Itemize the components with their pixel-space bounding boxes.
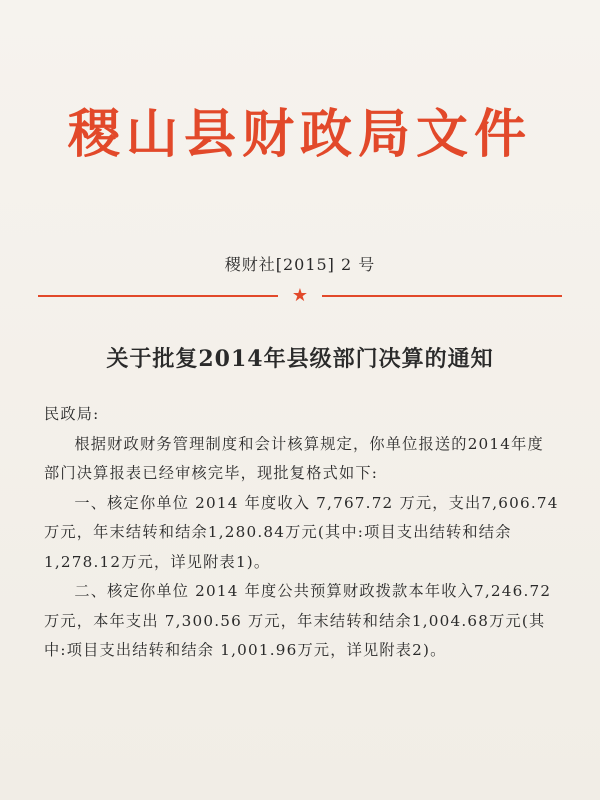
document-number: 稷财社[2015] 2 号 [224,255,376,274]
paragraph-intro: 根据财政财务管理制度和会计核算规定，你单位报送的2014年度部门决算报表已经审核完毕，现批复格式如下: [44,434,544,482]
document-body [44,400,560,666]
notice-title: 关于批复2014年县级部门决算的通知 [106,346,494,372]
divider-line-right [322,295,562,297]
paragraph-item-2: 二、核定你单位 2014 年度公共预算财政拨款本年收入7,246.72 万元，本年支出 7,300.56 万元，年末结转和结余1,004.68万元(其中:项目支出结转和结余 1,001.96万元，详见附表2)。 [44,582,552,659]
star-icon: ★ [291,285,309,306]
addressee: 民政局: [44,405,100,423]
paragraph-item-1: 一、核定你单位 2014 年度收入 7,767.72 万元，支出7,606.74万元，年末结转和结余1,280.84万元(其中:项目支出结转和结余 1,278.12万元，详见附表1)。 [44,493,559,571]
red-divider [38,285,562,306]
issuer-header-title: 稷山县财政局文件 [67,104,532,165]
divider-line-left [38,295,278,297]
